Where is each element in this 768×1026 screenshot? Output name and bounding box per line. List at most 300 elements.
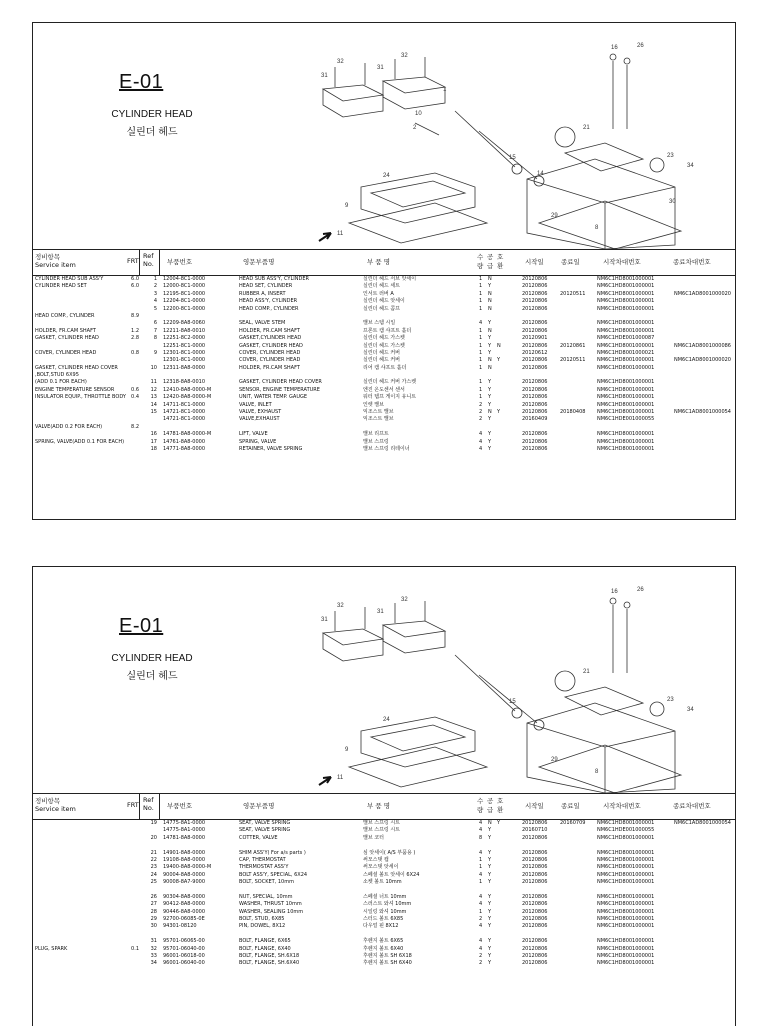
cell-kor: 소켓 볼트 10mm [363,879,402,886]
col-kor-name: 부 품 명 [367,258,390,266]
table-row [33,923,735,930]
cell-qty: 1 [479,908,483,915]
cell-sd: 20120806 [522,445,548,452]
cell-ref: 1 [153,276,157,282]
cell-ref: 18 [150,445,157,452]
cell-ref: 26 [150,893,157,900]
catalog-page-2 [32,566,736,1026]
cell-qty: 1 [479,335,483,342]
cell-part: 14901-8A8-0000 [163,849,206,856]
cell-c1: Y [488,342,492,349]
cell-sd: 20120806 [522,379,548,386]
cell-c1: N [488,327,492,334]
cell-part: 14781-8A8-0000-M [163,431,212,438]
table-row [33,298,735,305]
cell-ref: 20 [150,834,157,841]
table-row [33,306,735,313]
cell-kor: 시일링 와셔 10mm [363,908,407,915]
cell-svc: INSULATOR EQUIP., THROTTLE BODY [35,394,126,401]
cell-c1: Y [488,893,492,900]
cell-sd: 20120806 [522,893,548,900]
cell-kor: 후렌지 볼트 SH 6X40 [363,960,412,967]
cell-c2: Y [497,409,501,416]
cell-kor: 밸브 코터 [363,834,384,841]
cell-kor: 실린더 헤드 가스켓 [363,335,405,342]
cell-ref: 14 [150,401,157,408]
cell-part: 12200-8C1-0000 [163,305,206,312]
svg-text:24: 24 [383,173,390,179]
cell-sn: NM6C1HD8001000001 [597,901,655,908]
cell-c1: Y [488,335,492,342]
cell-eng: COTTER, VALVE [239,834,278,841]
cell-ref: 34 [150,960,157,967]
cell-eng: HEAD ASS'Y, CYLINDER [239,298,298,305]
cell-qty: 4 [479,923,483,930]
col-start-vin: 시작차대번호 [603,258,641,266]
cell-sn: NM6C1HD8001000001 [597,298,655,305]
cell-kor: 밸브 스프링 리테이너 [363,445,410,452]
cell-eng: HEAD SET, CYLINDER [239,283,293,290]
svg-text:29: 29 [551,213,558,219]
col-service-ko: 정비항목 [35,797,61,805]
cell-kor: 엔진 온도센서 센서 [363,386,405,393]
cell-qty: 4 [479,849,483,856]
col-ref: Ref No. [143,252,154,268]
cell-part: 12004-8C1-0000 [163,276,206,282]
cell-frt: 0.4 [131,394,139,401]
cell-qty: 4 [479,893,483,900]
cell-eng: WASHER, THRUST 10mm [239,901,302,908]
cell-svc: ,BOLT,STUD 6X95 [35,372,79,379]
table-row [33,379,735,386]
table-row [33,879,735,886]
cell-qty: 1 [479,283,483,290]
svg-text:9: 9 [345,203,349,209]
cell-ref: 29 [150,916,157,923]
cell-sn: NM6C1HD8001000001 [597,364,655,371]
cell-svc: CYLINDER HEAD SET [35,283,87,290]
title-korean: 실린더 헤드 [126,671,178,682]
col-end-vin: 종료차대번호 [673,802,711,810]
parts-table [33,249,735,453]
cell-part: 94301-08120 [163,923,197,930]
col-common: 공급 [487,253,494,270]
cell-frt: 6.0 [131,283,139,290]
svg-text:32: 32 [337,59,344,65]
cell-c1: Y [488,871,492,878]
cell-eng: VALVE,EXHAUST [239,416,280,423]
cell-ref: 4 [153,298,157,305]
cell-c1: N [488,298,492,305]
table-row [33,343,735,350]
cell-qty: 1 [479,349,483,356]
cell-ref: 22 [150,856,157,863]
cell-eng: HEAD COMP., CYLINDER [239,305,299,312]
cell-sd: 20120806 [522,431,548,438]
cell-sd: 20120806 [522,290,548,297]
cell-c2: N [497,342,501,349]
table-row [33,416,735,423]
cell-part: 12211-8A8-0010 [163,327,206,334]
cell-ref: 32 [150,945,157,952]
cell-kor: 밸브 스템 시일 [363,320,396,327]
cell-sd: 20120806 [522,856,548,863]
col-common: 공급 [487,797,494,814]
table-row [33,887,735,894]
cell-ref: 31 [150,938,157,945]
col-part-no: 부품번호 [167,258,193,266]
cell-ref: 17 [150,438,157,445]
cell-qty: 1 [479,364,483,371]
title-english: CYLINDER HEAD [111,109,193,120]
col-end: 종료일 [561,258,580,266]
cell-sd: 20120806 [522,923,548,930]
cell-c1: N [488,276,492,282]
cell-sd: 20120806 [522,305,548,312]
cell-frt: 0.1 [131,945,139,952]
cell-kor: 스페셜 볼트 앗세이 6X24 [363,871,420,878]
cell-qty: 4 [479,320,483,327]
cell-qty: 1 [479,856,483,863]
table-body [33,276,735,453]
cell-eng: WASHER, SEALING 10mm [239,908,304,915]
cell-qty: 2 [479,401,483,408]
cell-sd: 20120806 [522,945,548,952]
cell-part: 90004-8A8-0000 [163,871,206,878]
svg-text:16: 16 [611,589,618,595]
svg-text:26: 26 [637,587,644,593]
cell-sn: NM6C1HD8001000001 [597,923,655,930]
cell-sn: NM6C1HD8001000001 [597,327,655,334]
cell-eng: BOLT, FLANGE, 6X65 [239,938,291,945]
cell-ed: 20120511 [560,290,586,297]
col-frt: FRT [127,257,139,265]
cell-ref: 25 [150,879,157,886]
col-service-en: Service item [35,261,76,269]
cell-kor: 실린더 헤드 가스켓 [363,342,405,349]
cell-en: NM6C1AD8001000054 [674,409,731,416]
cell-ref: 16 [150,431,157,438]
col-qty: 수량 [477,253,484,270]
cell-sn: NM6C1HD8001000001 [597,820,655,826]
cell-c1: Y [488,960,492,967]
cell-c1: Y [488,849,492,856]
cell-sd: 20120806 [522,283,548,290]
cell-qty: 4 [479,871,483,878]
cell-qty: 4 [479,938,483,945]
cell-svc: GASKET, CYLINDER HEAD [35,335,99,342]
cell-svc: HEAD COMP., CYLINDER [35,312,95,319]
cell-sn: NM6C1HD8001000001 [597,394,655,401]
cell-part: 90412-8A8-0000 [163,901,206,908]
svg-text:29: 29 [551,757,558,763]
cell-sn: NM6C1HD8001000001 [597,320,655,327]
cell-sn: NM6C1HD8001000001 [597,856,655,863]
cell-c1: Y [488,916,492,923]
cell-frt: 8.9 [131,312,139,319]
cell-sd: 20160409 [522,416,548,423]
col-qty: 수량 [477,797,484,814]
cell-sd: 20120806 [522,901,548,908]
cell-c1: Y [488,879,492,886]
cell-sd: 20120806 [522,834,548,841]
cell-eng: BOLT, FLANGE, SH.6X18 [239,953,300,960]
col-start: 시작일 [525,258,544,266]
cell-qty: 1 [479,305,483,312]
cell-sn: NM6C1HD8001000001 [597,283,655,290]
cell-sn: NM6C1HD8001000001 [597,431,655,438]
cell-kor: 써모스탯 캡 [363,856,389,863]
cell-part: 92700-06085-0E [163,916,205,923]
cell-sd: 20120806 [522,820,548,826]
table-row [33,864,735,871]
cell-qty: 1 [479,394,483,401]
cell-sd: 20160710 [522,827,548,834]
cell-kor: 심 앗세이( A/S 부품용 ) [363,849,416,856]
cell-kor: 실린더 헤드 서브 앗세이 [363,276,417,282]
cell-part: 12251-8C1-0000 [163,342,206,349]
title-korean: 실린더 헤드 [126,127,178,138]
cell-part: 14771-8A8-0000 [163,445,206,452]
cell-sd: 20120806 [522,342,548,349]
cell-kor: 실린더 헤드 커버 [363,357,400,364]
col-part-no: 부품번호 [167,802,193,810]
cell-kor: 스페셜 너트 10mm [363,893,407,900]
cell-qty: 1 [479,386,483,393]
cell-sd: 20120806 [522,276,548,282]
table-row [33,835,735,842]
cell-kor: 익조스트 밸브 [363,416,394,423]
cell-qty: 4 [479,820,483,826]
svg-text:8: 8 [595,225,599,231]
cell-part: 12000-8C1-0000 [163,283,206,290]
cell-sn: NM6C1HD8001000001 [597,409,655,416]
cell-sn: NM6C1HDE001000055 [597,827,655,834]
col-change: 호환 [497,797,504,814]
cell-sn: NM6C1HD8001000001 [597,849,655,856]
table-row [33,946,735,953]
cell-kor: 밸브 스프링 시트 [363,820,400,826]
cell-eng: CAP, THERMOSTAT [239,856,286,863]
cell-sd: 20120806 [522,960,548,967]
cell-kor: 익조스트 밸브 [363,409,394,416]
cell-frt: 1.2 [131,327,139,334]
parts-table [33,793,735,968]
cell-ref: 11 [150,379,157,386]
cell-part: 12410-8A8-0000-M [163,386,212,393]
col-end-vin: 종료차대번호 [673,258,711,266]
col-service-en: Service item [35,805,76,813]
cell-frt: 0.6 [131,386,139,393]
cell-svc: (ADD 0.1 FOR EACH) [35,379,87,386]
cell-c1: Y [488,401,492,408]
svg-text:23: 23 [667,697,674,703]
col-eng-name: 영문부품명 [243,258,275,266]
svg-text:34: 34 [687,707,694,713]
cell-qty: 2 [479,416,483,423]
cell-qty: 1 [479,379,483,386]
svg-text:21: 21 [583,125,590,131]
svg-text:34: 34 [687,163,694,169]
cell-qty: 4 [479,438,483,445]
column-divider [159,249,160,275]
cell-sd: 20120806 [522,394,548,401]
svg-text:1: 1 [443,87,447,93]
cell-qty: 2 [479,960,483,967]
cell-qty: 1 [479,276,483,282]
cell-kor: 후렌지 볼트 6X65 [363,938,404,945]
cell-sd: 20120901 [522,335,548,342]
cell-sn: NM6C1HD8001000001 [597,908,655,915]
cell-ref: 15 [150,409,157,416]
cell-c1: N [488,290,492,297]
cell-eng: BOLT, SOCKET, 10mm [239,879,294,886]
cell-eng: PIN, DOWEL, 8X12 [239,923,286,930]
cell-eng: BOLT, FLANGE, 6X40 [239,945,291,952]
cell-sn: NM6C1HD8001000021 [597,349,655,356]
cell-svc: COVER, CYLINDER HEAD [35,349,97,356]
col-change: 호환 [497,253,504,270]
svg-text:31: 31 [321,617,328,623]
svg-text:15: 15 [509,699,516,705]
svg-text:14: 14 [537,171,544,177]
cell-svc: SPRING, VALVE(ADD 0.1 FOR EACH) [35,438,125,445]
cell-sn: NM6C1HD8001000001 [597,864,655,871]
cell-eng: COVER, CYLINDER HEAD [239,357,301,364]
cell-kor: 실린더 헤드 커버 [363,349,400,356]
cell-ref: 10 [150,364,157,371]
cell-eng: SENSOR, ENGINE TEMPERATURE [239,386,320,393]
cell-kor: 리어 캠 샤프트 홀더 [363,364,407,371]
table-row [33,909,735,916]
cell-eng: SHIM ASS'Y( For a/s parts ) [239,849,306,856]
cell-c1: Y [488,864,492,871]
table-row [33,402,735,409]
cell-sn: NM6C1HD8001000001 [597,938,655,945]
cell-eng: BOLT, FLANGE, SH.6X40 [239,960,300,967]
cell-sd: 20120806 [522,916,548,923]
svg-text:31: 31 [321,73,328,79]
cell-part: 90008-8A7-9000 [163,879,206,886]
cell-sn: NM6C1HD8001000001 [597,834,655,841]
cell-sn: NM6C1HD8001000001 [597,916,655,923]
cell-ref: 13 [150,394,157,401]
cell-c2: Y [497,357,501,364]
cell-ref: 24 [150,871,157,878]
cell-ref: 9 [153,349,157,356]
cell-eng: THERMOSTAT ASS'Y [239,864,289,871]
svg-text:21: 21 [583,669,590,675]
cell-eng: HEAD SUB ASS'Y, CYLINDER [239,276,309,282]
cell-kor: 인렛 밸브 [363,401,384,408]
cell-ref: 33 [150,953,157,960]
cell-sd: 20120806 [522,879,548,886]
table-row [33,335,735,342]
cell-c1: Y [488,901,492,908]
cell-sn: NM6C1HD8001000001 [597,879,655,886]
col-frt: FRT [127,801,139,809]
col-service-ko: 정비항목 [35,253,61,261]
cell-sn: NM6C1HD8001000001 [597,953,655,960]
cell-part: 12209-8A8-0060 [163,320,206,327]
svg-text:2: 2 [413,125,417,131]
cell-qty: 1 [479,327,483,334]
svg-text:30: 30 [669,199,676,205]
cell-ed: 20120511 [560,357,586,364]
cell-svc: ENGINE TEMPERATURE SENSOR [35,386,115,393]
table-body [33,820,735,968]
svg-text:32: 32 [337,603,344,609]
cell-c2: Y [497,820,501,826]
cell-qty: 1 [479,357,483,364]
table-row [33,365,735,372]
cell-ref: 6 [153,320,157,327]
cell-sd: 20120806 [522,364,548,371]
cell-ref: 8 [153,335,157,342]
cell-kor: 워터 템프 게이지 유니트 [363,394,417,401]
table-row [33,960,735,967]
cell-ref: 3 [153,290,157,297]
cell-kor: 실린더 헤드 세트 [363,283,400,290]
page-header [33,23,735,250]
cell-c1: Y [488,416,492,423]
cell-c1: N [488,820,492,826]
cell-ed: 20120861 [560,342,586,349]
cell-qty: 1 [479,879,483,886]
cell-sn: NM6C1HD8001000001 [597,893,655,900]
cell-ref: 12 [150,386,157,393]
cell-qty: 8 [479,834,483,841]
cell-svc: CYLINDER HEAD SUB ASS'Y [35,276,104,282]
catalog-page-1 [32,22,736,520]
cell-qty: 4 [479,901,483,908]
cell-en: NM6C1AD8001000054 [674,820,731,826]
col-ref: Ref No. [143,796,154,812]
cell-eng: LIFT, VALVE [239,431,268,438]
col-start: 시작일 [525,802,544,810]
cell-svc: PLUG, SPARK [35,945,68,952]
cell-eng: BOLT ASS'Y, SPECIAL, 6X24 [239,871,308,878]
cell-eng: GASKET, CYLINDER HEAD [239,342,303,349]
cell-ref: 21 [150,849,157,856]
cell-part: 96001-06018-00 [163,953,205,960]
svg-text:11: 11 [337,231,344,237]
cell-eng: HOLDER, FR.CAM SHAFT [239,327,300,334]
svg-text:24: 24 [383,717,390,723]
cell-eng: BOLT, STUD, 6X85 [239,916,285,923]
cell-ref: 19 [150,820,157,826]
cell-sn: NM6C1HD8001000001 [597,401,655,408]
cell-qty: 2 [479,953,483,960]
cell-sn: NM6C1HDE001000055 [597,416,655,423]
table-row [33,938,735,945]
cell-eng: HOLDER, FR.CAM SHAFT [239,364,300,371]
title-english: CYLINDER HEAD [111,653,193,664]
cell-sn: NM6C1HD8001000001 [597,386,655,393]
cell-c1: Y [488,431,492,438]
table-row [33,827,735,834]
cell-part: 90446-8A8-0000 [163,908,206,915]
cell-sd: 20120806 [522,386,548,393]
cell-qty: 4 [479,431,483,438]
cell-eng: GASKET, CYLINDER HEAD COVER [239,379,322,386]
cell-eng: VALVE, EXHAUST [239,409,282,416]
cell-qty: 1 [479,290,483,297]
cell-kor: 프론트 캠 샤프트 홀더 [363,327,412,334]
cell-eng: NUT, SPECIAL, 10mm [239,893,293,900]
cell-part: 19400-8A8-0000-M [163,864,212,871]
svg-text:11: 11 [337,775,344,781]
